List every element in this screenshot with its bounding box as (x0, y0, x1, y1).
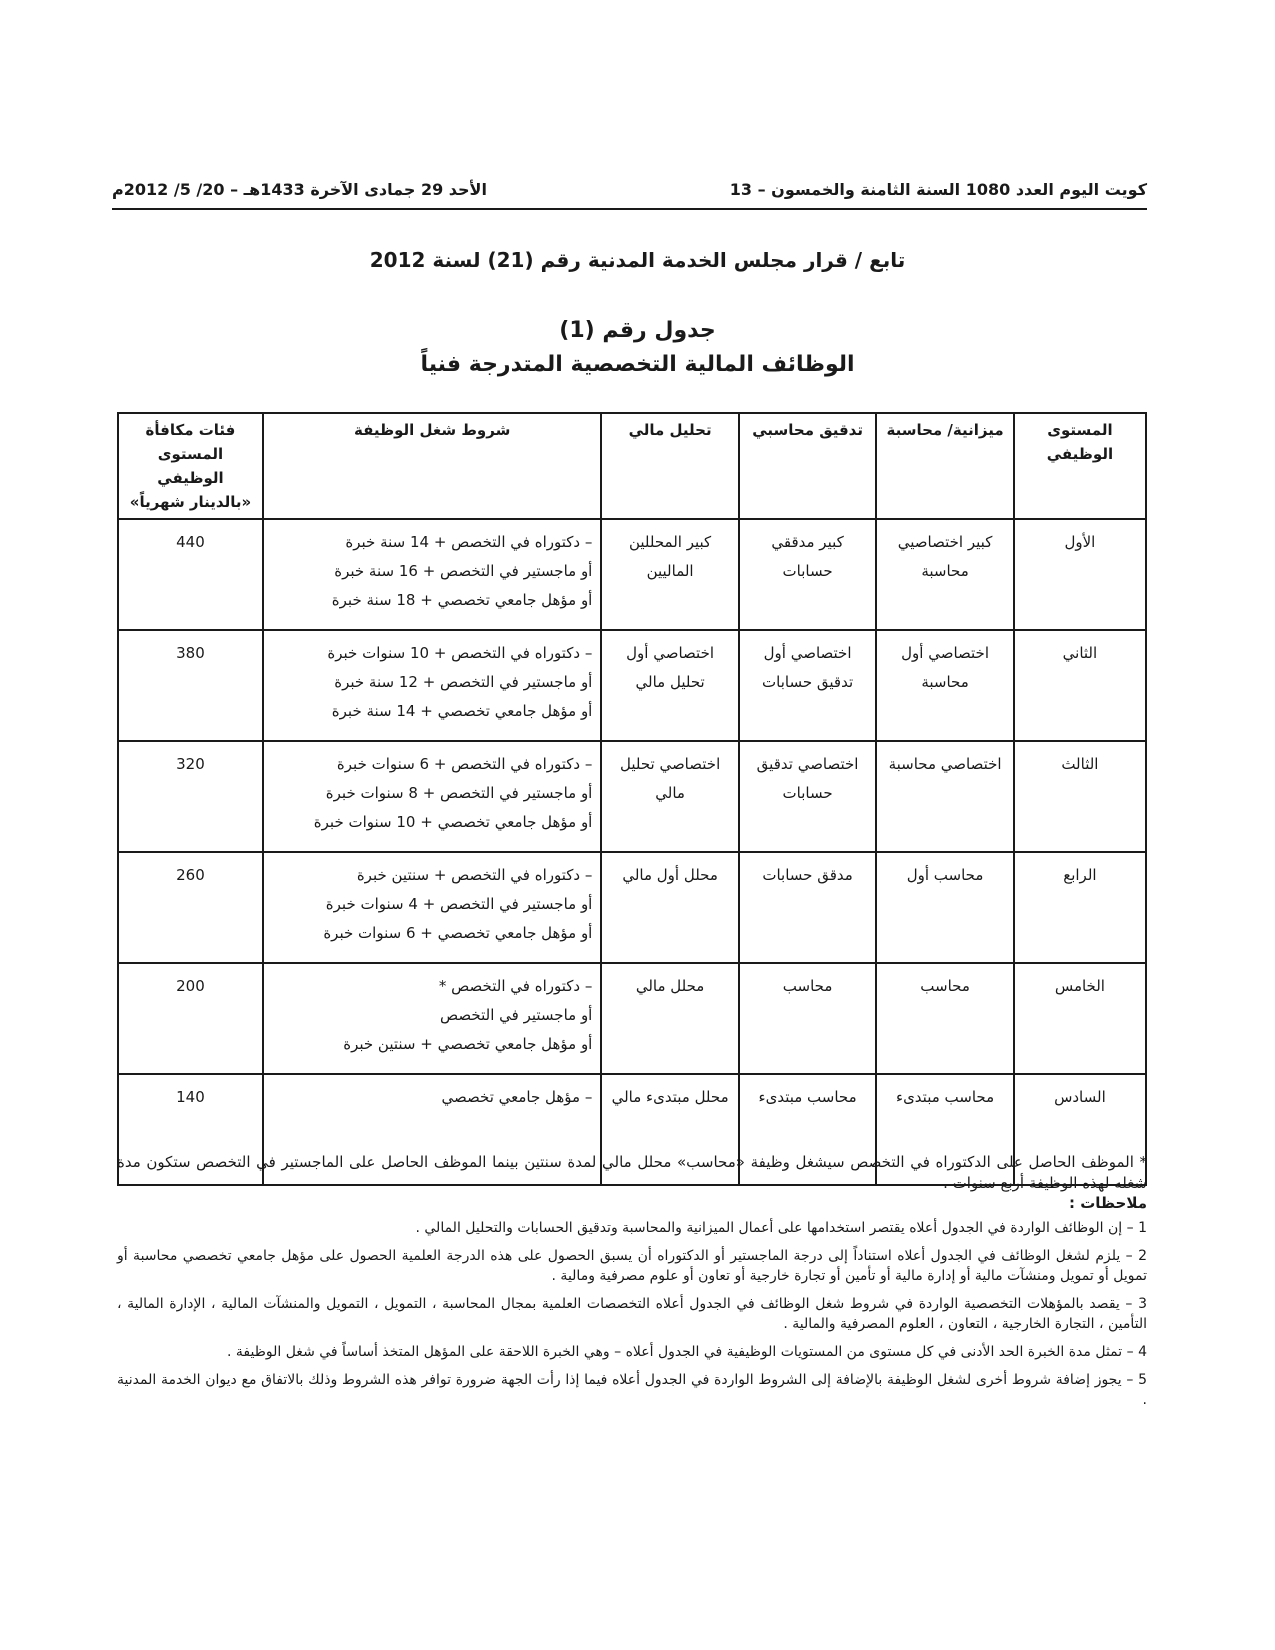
cell-bonus: 200 (118, 963, 263, 1074)
cell-bonus: 320 (118, 741, 263, 852)
header-analysis: تحليل مالي (601, 413, 738, 519)
cell-conditions (263, 630, 601, 741)
cell-conditions (263, 852, 601, 963)
cell-bonus: 260 (118, 852, 263, 963)
cell-audit: محاسب مبتدىء (739, 1074, 876, 1185)
condition-line: – دكتوراه في التخصص * (438, 977, 593, 995)
cell-level: الثالث (1014, 741, 1146, 852)
cell-budget: اختصاصي محاسبة (876, 741, 1013, 852)
header-audit: تدقيق محاسبي (739, 413, 876, 519)
condition-line: أو مؤهل جامعي تخصصي + 14 سنة خبرة (331, 702, 593, 720)
cell-audit: اختصاصي تدقيق حسابات (739, 741, 876, 852)
condition-line: – دكتوراه في التخصص + 14 سنة خبرة (345, 533, 593, 551)
cell-budget: اختصاصي أول محاسبة (876, 630, 1013, 741)
cell-level: الثاني (1014, 630, 1146, 741)
table-row (118, 519, 1146, 630)
gazette-issue: كويت اليوم العدد 1080 السنة الثامنة والخمسون – 13 (729, 180, 1147, 199)
condition-line: أو ماجستير في التخصص + 8 سنوات خبرة (325, 784, 593, 802)
cell-conditions (263, 519, 601, 630)
gazette-header (112, 178, 1147, 210)
cell-analysis: محلل مالي (601, 963, 738, 1074)
cell-bonus: 440 (118, 519, 263, 630)
table-footnote: * الموظف الحاصل على الدكتوراه في التخصص سيشغل وظيفة «محاسب» محلل مالي لمدة سنتين بينما الموظف الحاصل على الماجستير في التخصص ستكون مدة شغله لهذه الوظيفة أربع سنوات . (117, 1153, 1147, 1192)
decree-title: تابع / قرار مجلس الخدمة المدنية رقم (21) لسنة 2012 (369, 248, 906, 272)
condition-line: أو مؤهل جامعي تخصصي + 18 سنة خبرة (331, 591, 593, 609)
table-row (118, 630, 1146, 741)
note-item: 1 – إن الوظائف الواردة في الجدول أعلاه يقتصر استخدامها على أعمال الميزانية والمحاسبة وتدقيق الحسابات والتحليل المالي . (415, 1220, 1147, 1236)
header-budget: ميزانية/ محاسبة (876, 413, 1013, 519)
table-subtitle: الوظائف المالية التخصصية المتدرجة فنياً (420, 352, 855, 377)
cell-budget: محاسب (876, 963, 1013, 1074)
header-bonus: فئات مكافأة المستوى الوظيفي «بالدينار شهرياً» (118, 413, 263, 519)
condition-line: – دكتوراه في التخصص + سنتين خبرة (356, 866, 593, 884)
note-item: 5 – يجوز إضافة شروط أخرى لشغل الوظيفة بالإضافة إلى الشروط الواردة في الجدول أعلاه فيما إذا رأت الجهة ضرورة توافر هذه الشروط وذلك بالاتفاق مع ديوان الخدمة المدنية . (117, 1372, 1147, 1408)
cell-analysis: اختصاصي تحليل مالي (601, 741, 738, 852)
cell-budget: محاسب مبتدىء (876, 1074, 1013, 1185)
gazette-date: الأحد 29 جمادى الآخرة 1433هـ – 20/ 5/ 2012م (112, 180, 487, 199)
cell-analysis: محلل مبتدىء مالي (601, 1074, 738, 1185)
cell-conditions (263, 963, 601, 1074)
note-item: 4 – تمثل مدة الخبرة الحد الأدنى في كل مستوى من المستويات الوظيفية في الجدول أعلاه – وهي الخبرة اللاحقة على المؤهل المتخذ أساساً في شغل الوظيفة . (227, 1344, 1147, 1360)
condition-line: أو ماجستير في التخصص + 4 سنوات خبرة (325, 895, 593, 913)
condition-line: – دكتوراه في التخصص + 6 سنوات خبرة (336, 755, 593, 773)
condition-line: أو ماجستير في التخصص + 16 سنة خبرة (334, 562, 593, 580)
cell-budget: كبير اختصاصيي محاسبة (876, 519, 1013, 630)
table-header-row (118, 413, 1146, 519)
condition-line: أو مؤهل جامعي تخصصي + 10 سنوات خبرة (313, 813, 593, 831)
cell-conditions (263, 741, 601, 852)
cell-bonus: 380 (118, 630, 263, 741)
cell-audit: مدقق حسابات (739, 852, 876, 963)
cell-level: الخامس (1014, 963, 1146, 1074)
cell-level: السادس (1014, 1074, 1146, 1185)
cell-level: الأول (1014, 519, 1146, 630)
jobs-table (117, 412, 1147, 1186)
note-item: 2 – يلزم لشغل الوظائف في الجدول أعلاه استناداً إلى درجة الماجستير أو الدكتوراه أن يسبق الحصول على هذه الدرجة العلمية الحصول على مؤهل جامعي تخصصي محاسبة أو تمويل أو تمويل ومنشآت مالية أو إدارة مالية أو تأمين أو تجارة خارجية أو تعاون أو علوم مصرفية ومالية . (117, 1248, 1147, 1284)
condition-line: – دكتوراه في التخصص + 10 سنوات خبرة (327, 644, 593, 662)
cell-audit: اختصاصي أول تدقيق حسابات (739, 630, 876, 741)
table-number: جدول رقم (1) (559, 318, 716, 343)
table-row (118, 741, 1146, 852)
table-row (118, 852, 1146, 963)
cell-audit: محاسب (739, 963, 876, 1074)
notes-title: ملاحظات : (1068, 1194, 1147, 1212)
cell-analysis: اختصاصي أول تحليل مالي (601, 630, 738, 741)
cell-analysis: كبير المحللين الماليين (601, 519, 738, 630)
cell-bonus: 140 (118, 1074, 263, 1185)
notes-list (117, 1218, 1147, 1418)
header-level: المستوى الوظيفي (1014, 413, 1146, 519)
table-row (118, 963, 1146, 1074)
cell-level: الرابع (1014, 852, 1146, 963)
condition-line: أو مؤهل جامعي تخصصي + 6 سنوات خبرة (323, 924, 593, 942)
note-item: 3 – يقصد بالمؤهلات التخصصية الواردة في شروط شغل الوظائف في الجدول أعلاه التخصصات العلمية بمجال المحاسبة ، التمويل ، التمويل والمنشآت المالية ، الإدارة المالية ، التأمين ، التجارة الخارجية ، التعاون ، العلوم المصرفية والمالية . (117, 1296, 1147, 1332)
cell-budget: محاسب أول (876, 852, 1013, 963)
condition-line: أو مؤهل جامعي تخصصي + سنتين خبرة (343, 1035, 593, 1053)
condition-line: أو ماجستير في التخصص + 12 سنة خبرة (334, 673, 593, 691)
condition-line: أو ماجستير في التخصص (440, 1006, 593, 1024)
cell-audit: كبير مدققي حسابات (739, 519, 876, 630)
header-conditions: شروط شغل الوظيفة (263, 413, 601, 519)
cell-analysis: محلل أول مالي (601, 852, 738, 963)
condition-line: – مؤهل جامعي تخصصي (441, 1088, 593, 1106)
